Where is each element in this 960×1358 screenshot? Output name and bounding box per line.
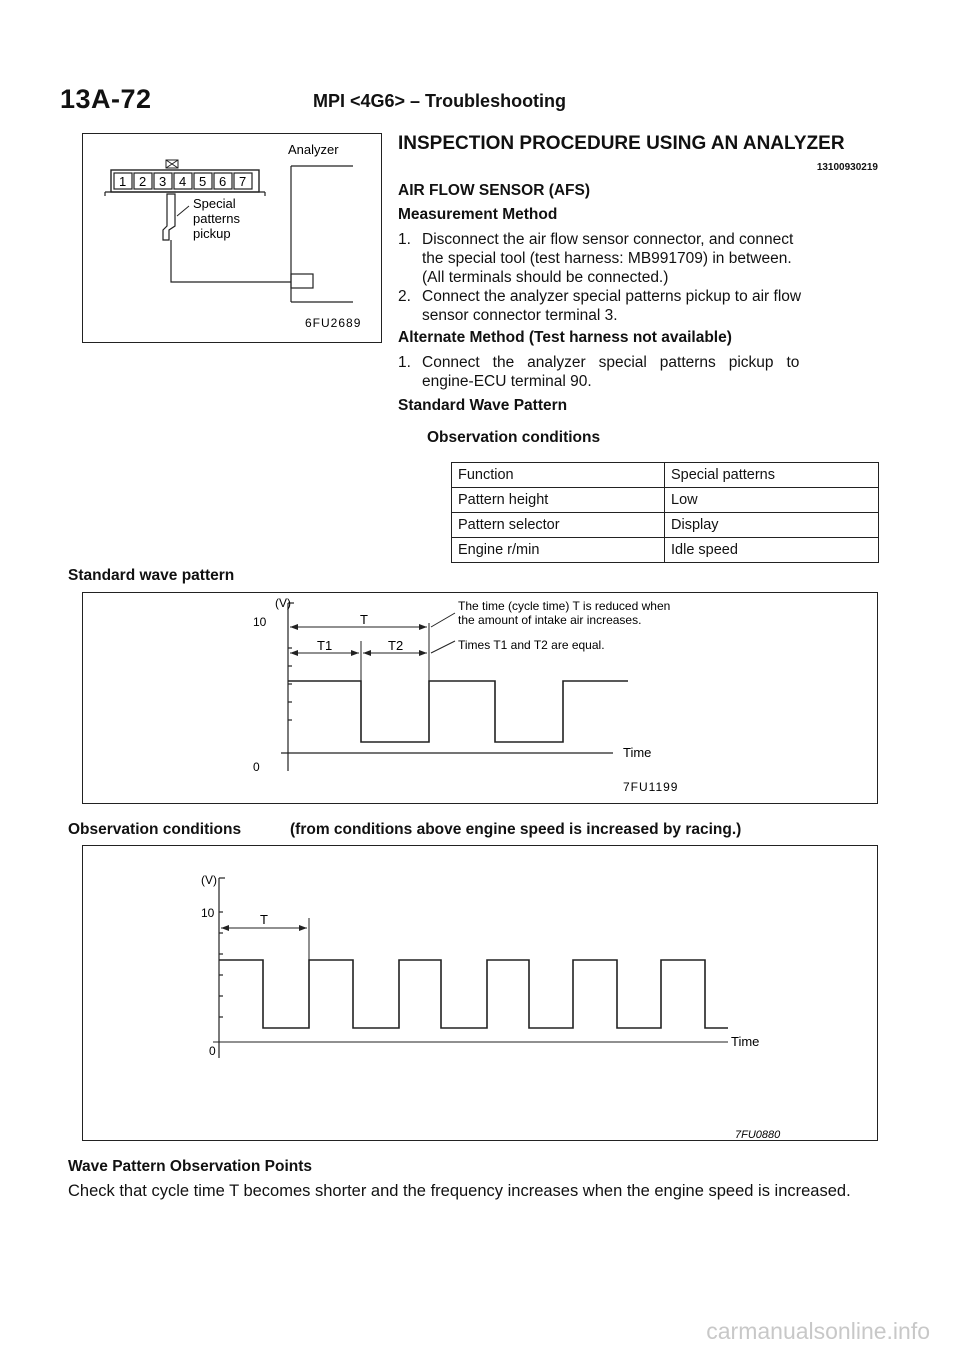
step-line: (All terminals should be connected.)	[422, 269, 669, 286]
section-code: 13100930219	[816, 162, 878, 173]
note1-line-1: The time (cycle time) T is reduced when	[458, 599, 671, 613]
y-unit-label: (V)	[201, 873, 217, 887]
wave1-signal	[288, 681, 628, 742]
measurement-step-2	[398, 287, 888, 327]
pickup-label-line-3: pickup	[193, 226, 231, 241]
t2-label: T2	[388, 638, 404, 653]
step-line: Connect the analyzer special patterns pickup to	[422, 354, 800, 371]
step-number: 2.	[398, 288, 411, 305]
pickup-lead	[171, 258, 291, 282]
wave1-figure	[82, 592, 878, 804]
pickup-label-line-1: Special	[193, 196, 236, 211]
page-number: 13A-72	[60, 84, 152, 114]
table-cell: Function	[452, 463, 665, 488]
y-zero-label: 0	[209, 1044, 216, 1058]
step-line: Disconnect the air flow sensor connector, and connect	[422, 231, 794, 248]
obs2-heading: Observation conditions	[68, 821, 242, 838]
pickup-probe	[163, 194, 175, 240]
pickup-label-line-2: patterns	[193, 211, 240, 226]
watermark-text: carmanualsonline.info	[706, 1318, 930, 1344]
y-max-label: 10	[201, 906, 215, 920]
measurement-heading: Measurement Method	[398, 206, 558, 223]
y-unit-label: (V)	[275, 596, 291, 610]
alternate-heading: Alternate Method (Test harness not available)	[398, 329, 732, 346]
table-row	[452, 513, 879, 538]
y-zero-label: 0	[253, 760, 260, 774]
connector-pin-label: 3	[159, 174, 167, 189]
t-label: T	[260, 912, 268, 927]
t-label: T	[360, 612, 368, 627]
wave1-caption: Standard wave pattern	[68, 567, 235, 584]
step-number: 1.	[398, 231, 411, 248]
step-number: 1.	[398, 354, 411, 371]
wave1-code: 7FU1199	[623, 780, 679, 794]
figure1-code: 6FU2689	[305, 316, 362, 330]
afs-subtitle: AIR FLOW SENSOR (AFS)	[398, 182, 591, 199]
wave2-signal	[219, 960, 728, 1028]
analyzer-diagram	[83, 134, 381, 342]
note1-line-2: the amount of intake air increases.	[458, 613, 642, 627]
section-title: INSPECTION PROCEDURE USING AN ANALYZER	[398, 133, 845, 154]
analyzer-socket	[291, 274, 313, 288]
table-cell: Pattern height	[452, 488, 665, 513]
table-row	[452, 538, 879, 563]
x-axis-label: Time	[623, 745, 652, 760]
obs2-detail: (from conditions above engine speed is increased by racing.)	[290, 821, 742, 838]
connector-pin-label: 4	[179, 174, 187, 189]
t1-label: T1	[317, 638, 333, 653]
wave1-chart	[83, 593, 877, 803]
wave2-chart	[83, 846, 877, 1140]
table-cell: Idle speed	[665, 538, 879, 563]
x-axis-label: Time	[731, 1034, 760, 1049]
y-max-label: 10	[253, 615, 267, 629]
points-heading: Wave Pattern Observation Points	[68, 1158, 313, 1175]
alternate-step-1	[398, 353, 888, 393]
standard-wave-heading: Standard Wave Pattern	[398, 397, 568, 414]
table-row	[452, 488, 879, 513]
step-line: engine-ECU terminal 90.	[422, 373, 592, 390]
connector-pin-label: 6	[219, 174, 227, 189]
step-line: sensor connector terminal 3.	[422, 307, 618, 324]
table-cell: Low	[665, 488, 879, 513]
connector-pin-label: 7	[239, 174, 247, 189]
footer-watermark	[0, 1318, 960, 1345]
note2: Times T1 and T2 are equal.	[458, 638, 605, 652]
wave2-figure	[82, 845, 878, 1141]
points-text: Check that cycle time T becomes shorter and the frequency increases when the engine speed is increased.	[68, 1182, 851, 1200]
table-cell: Engine r/min	[452, 538, 665, 563]
connector-pin-label: 2	[139, 174, 147, 189]
step-line: Connect the analyzer special patterns pickup to air flow	[422, 288, 802, 305]
analyzer-outline	[291, 166, 353, 302]
analyzer-figure	[82, 133, 382, 343]
wave2-code: 7FU0880	[735, 1129, 781, 1140]
connector-pin-label: 1	[119, 174, 127, 189]
table-row	[452, 463, 879, 488]
table-cell: Display	[665, 513, 879, 538]
observation-heading: Observation conditions	[427, 429, 601, 446]
page-title: MPI <4G6> – Troubleshooting	[313, 91, 567, 111]
observation-table	[451, 462, 879, 563]
analyzer-label: Analyzer	[288, 142, 339, 157]
connector-pin-label: 5	[199, 174, 207, 189]
measurement-step-1	[398, 230, 888, 290]
table-cell: Pattern selector	[452, 513, 665, 538]
table-cell: Special patterns	[665, 463, 879, 488]
step-line: the special tool (test harness: MB991709) in between.	[422, 250, 792, 267]
